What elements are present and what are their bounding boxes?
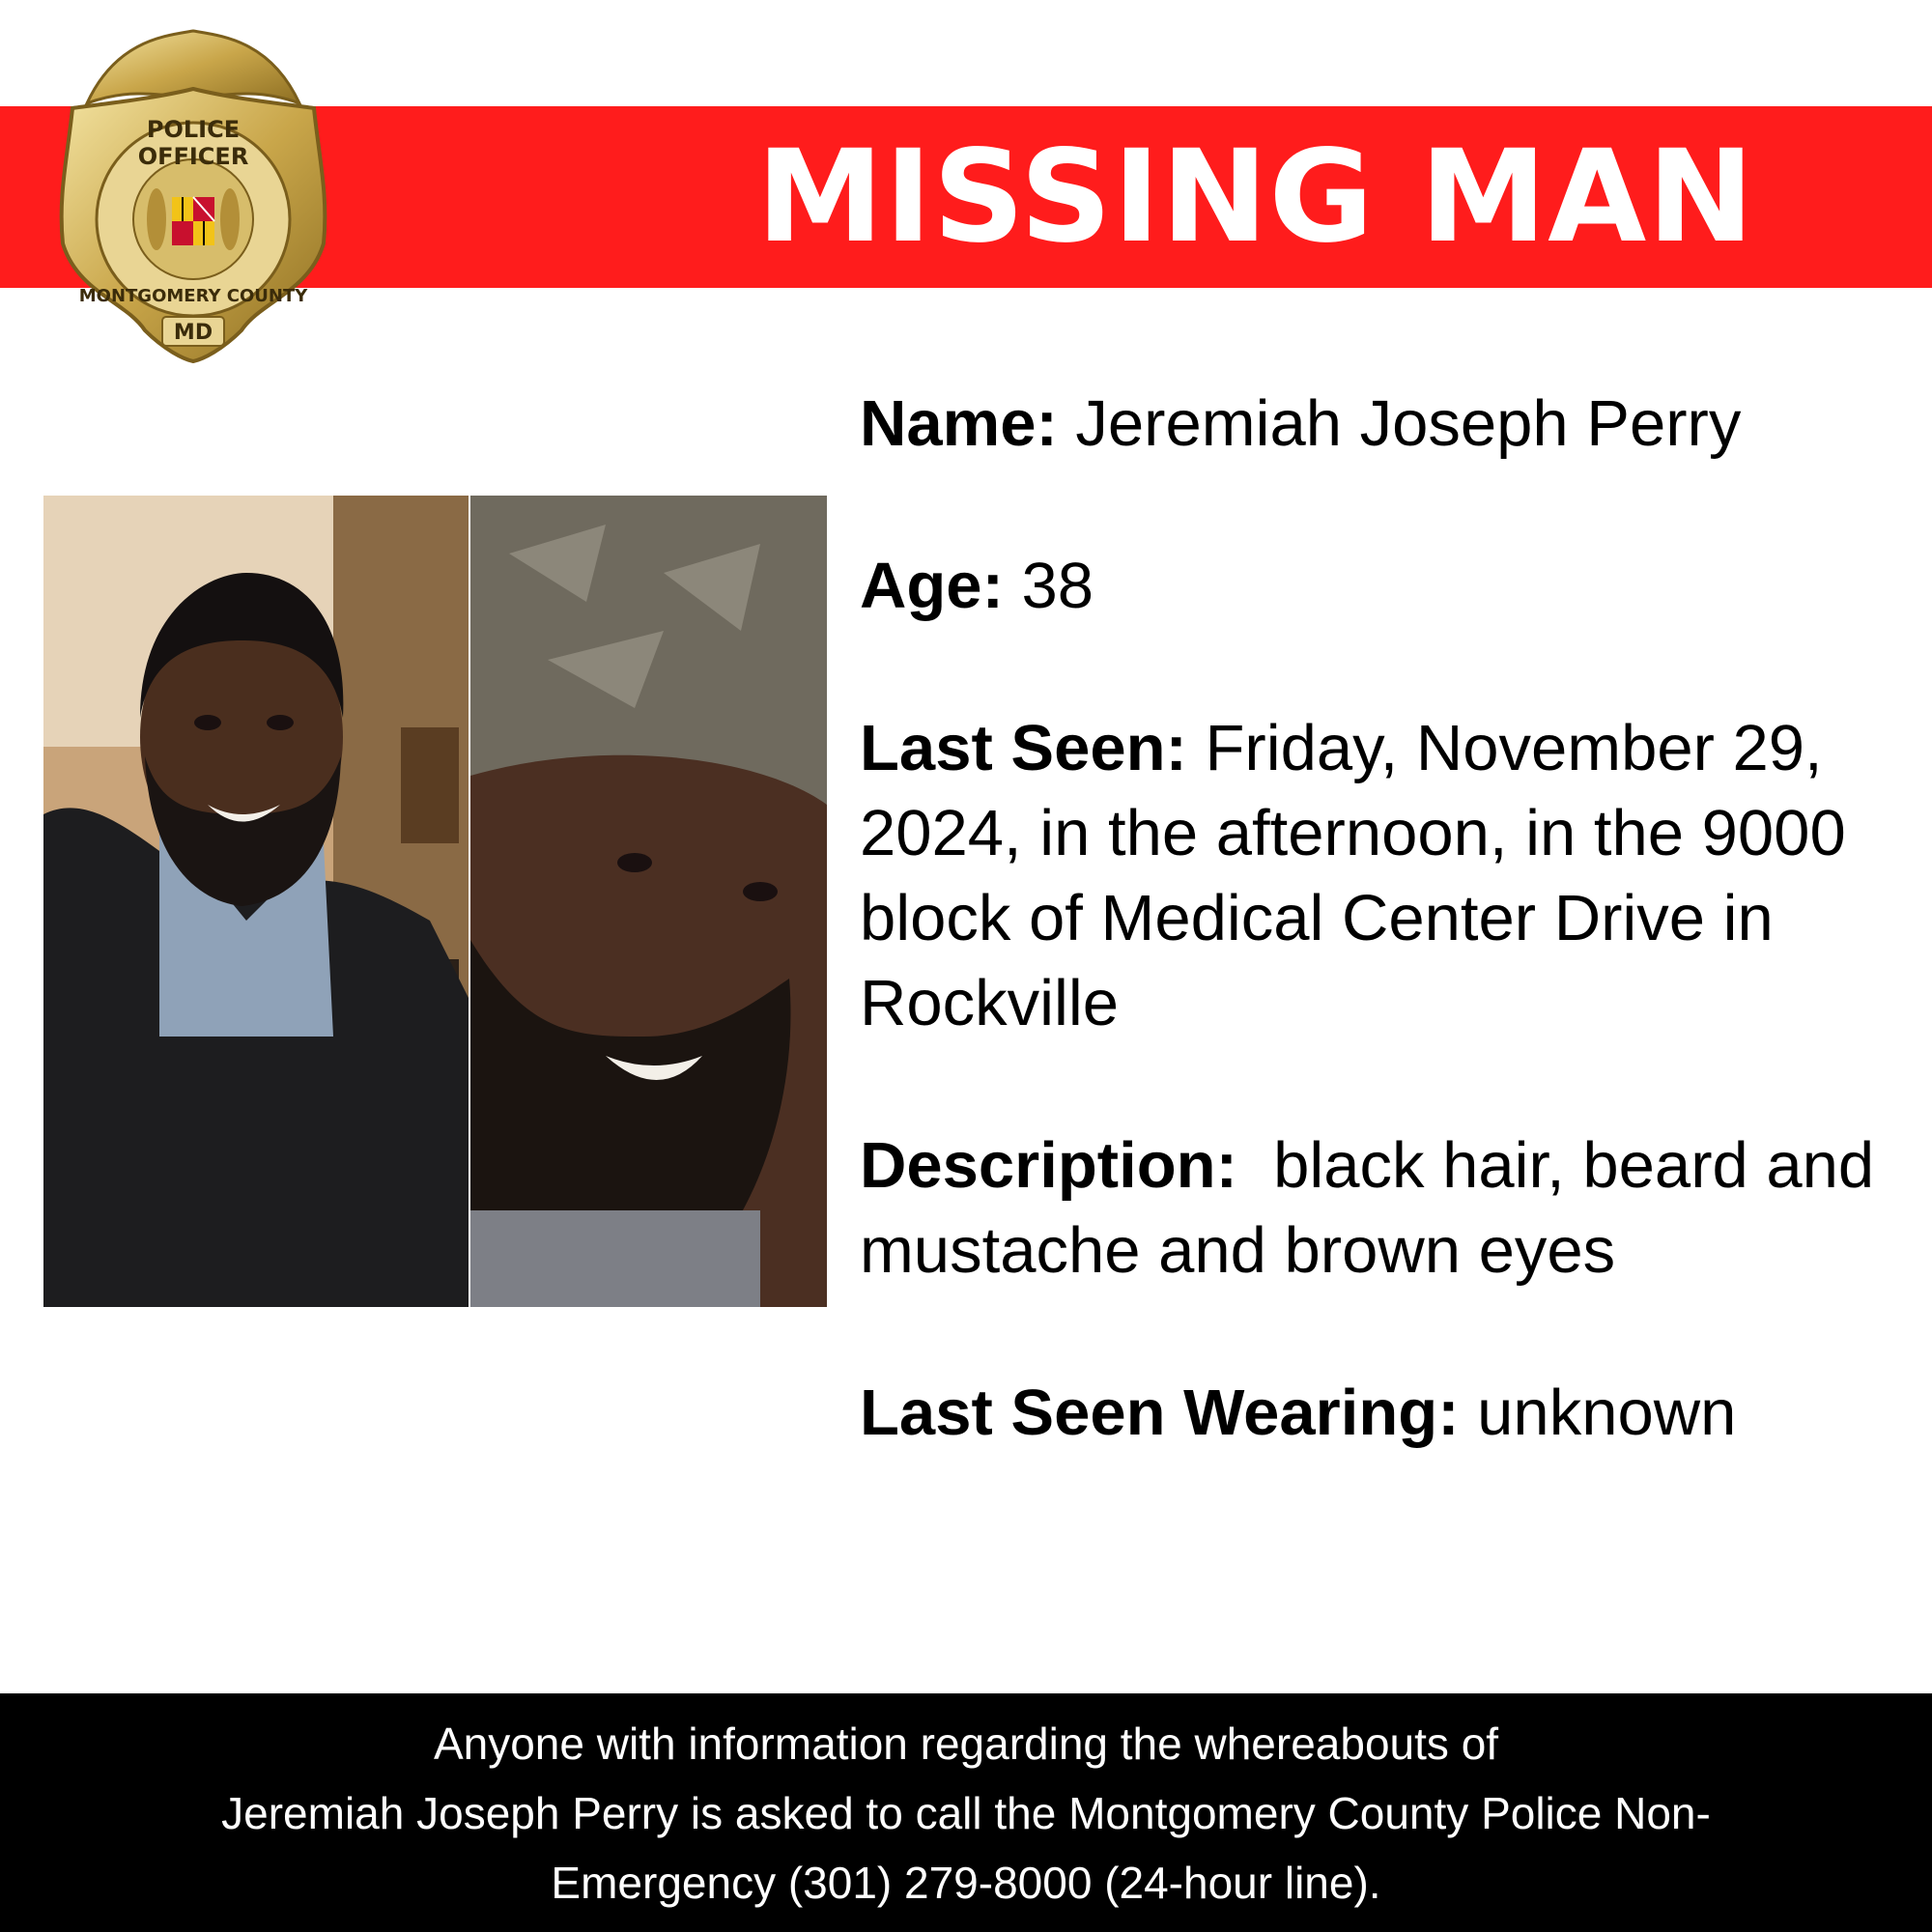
wearing-field xyxy=(860,1371,1922,1456)
svg-text:OFFICER: OFFICER xyxy=(137,143,249,170)
page-title: MISSING MAN xyxy=(756,123,1755,271)
contact-footer xyxy=(0,1693,1932,1932)
description-label: Description: xyxy=(860,1129,1237,1202)
age-field xyxy=(860,544,1922,629)
last-seen-field xyxy=(860,706,1922,1046)
name-label: Name: xyxy=(860,387,1058,460)
description-field xyxy=(860,1123,1922,1293)
footer-line-1: Anyone with information regarding the whereabouts of xyxy=(433,1718,1499,1769)
wearing-value: unknown xyxy=(1477,1377,1737,1449)
missing-person-photos xyxy=(43,496,827,1307)
svg-text:MD: MD xyxy=(173,321,213,345)
last-seen-label: Last Seen: xyxy=(860,712,1187,784)
name-field xyxy=(860,382,1922,467)
last-seen-value: Friday, November 29, 2024, in the afternoon, in the 9000 block of Medical Center Drive in Rockville xyxy=(860,712,1846,1039)
age-label: Age: xyxy=(860,550,1004,622)
photo-2 xyxy=(470,496,827,1307)
photo-1 xyxy=(43,496,469,1307)
footer-line-3: Emergency (301) 279-8000 (24-hour line). xyxy=(551,1857,1381,1908)
svg-text:POLICE: POLICE xyxy=(146,116,241,143)
description-value: black hair, beard and mustache and brown eyes xyxy=(860,1129,1875,1287)
footer-line-2: Jeremiah Joseph Perry is asked to call the Montgomery County Police Non- xyxy=(221,1787,1711,1838)
age-value: 38 xyxy=(1021,550,1094,622)
person-details xyxy=(860,382,1922,1533)
police-badge-icon xyxy=(48,12,338,369)
svg-text:MONTGOMERY COUNTY: MONTGOMERY COUNTY xyxy=(78,286,308,306)
name-value: Jeremiah Joseph Perry xyxy=(1075,387,1742,460)
wearing-label: Last Seen Wearing: xyxy=(860,1377,1460,1449)
